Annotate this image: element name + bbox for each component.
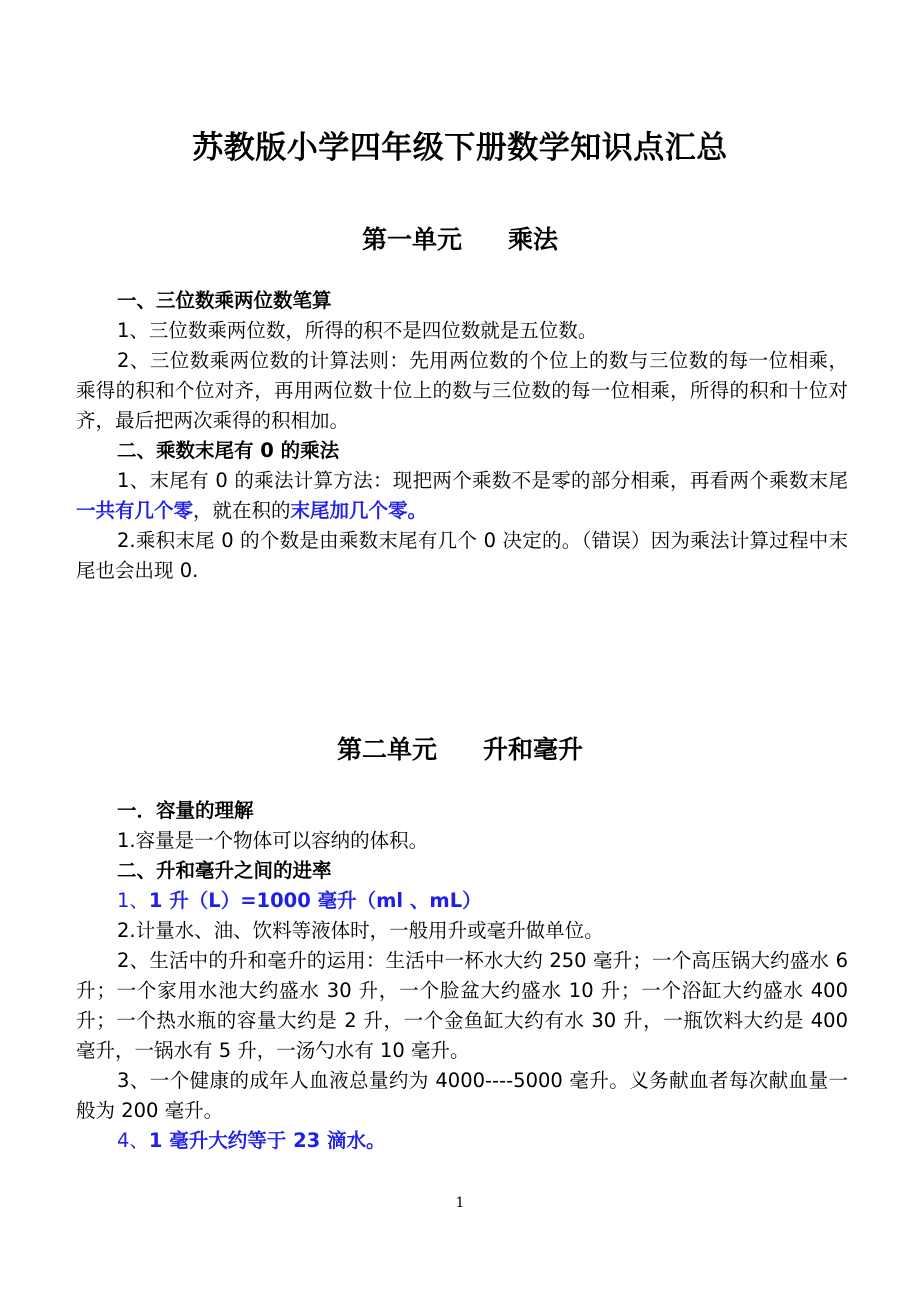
unit2-item3: 2.计量水、油、饮料等液体时，一般用升或毫升做单位。	[117, 919, 604, 942]
unit1-item1: 1、三位数乘两位数，所得的积不是四位数就是五位数。	[117, 319, 598, 342]
unit2-item2-prefix: 1、	[117, 889, 149, 912]
unit2-section1-heading: 一．容量的理解	[117, 799, 254, 822]
unit2-label: 第二单元	[336, 735, 437, 764]
unit2-item4: 2、生活中的升和毫升的运用：生活中一杯水大约 250 毫升；一个高压锅大约盛水 6 升；一个家用水池大约盛水 30 升，一个脸盆大约盛水 10 升；一个浴缸大约盛水 400 升；一个热水瓶的容量大约是 2 升，一个金鱼缸大约有水 30 升，一瓶饮料大约是 400 毫升，一锅水有 5 升，一汤勺水有 10 毫升。	[76, 949, 848, 1062]
unit1-item3	[76, 466, 848, 526]
unit2-name: 升和毫升	[483, 735, 584, 764]
unit1-item2: 2、三位数乘两位数的计算法则：先用两位数的个位上的数与三位数的每一位相乘，乘得的积和个位对齐，再用两位数十位上的数与三位数的每一位相乘，所得的积和十位对齐，最后把两次乘得的积相加。	[76, 349, 848, 432]
unit2-item6-emphasis: 1 毫升大约等于 23 滴水。	[148, 1129, 386, 1152]
unit1-name: 乘法	[508, 225, 559, 254]
unit1-title	[0, 222, 920, 258]
unit1-item3-text-c: 。	[407, 499, 428, 522]
unit2-item6-prefix: 4、	[117, 1129, 149, 1152]
page-number: 1	[455, 1195, 465, 1211]
unit1-item4: 2.乘积末尾 0 的个数是由乘数末尾有几个 0 决定的。（错误）因为乘法计算过程中末尾也会出现 0.	[76, 529, 848, 582]
unit2-item2	[76, 886, 848, 916]
unit1-section1-heading: 一、三位数乘两位数笔算	[117, 289, 332, 312]
unit1-label: 第一单元	[361, 225, 462, 254]
unit2-item6	[76, 1126, 848, 1156]
unit1-section2-heading: 二、乘数末尾有 0 的乘法	[117, 439, 340, 462]
unit1-item3-text-b: ，就在积的	[193, 499, 291, 522]
unit1-content	[76, 286, 848, 586]
unit1-item3-emphasis-a: 一共有几个零	[76, 499, 194, 522]
unit2-item5: 3、一个健康的成年人血液总量约为 4000----5000 毫升。义务献血者每次献血量一般为 200 毫升。	[76, 1069, 848, 1122]
unit2-item2-emphasis: 1 升（L）=1000 毫升（ml 、mL）	[148, 889, 482, 912]
unit2-section2-heading: 二、升和毫升之间的进率	[117, 859, 332, 882]
unit2-item1: 1.容量是一个物体可以容纳的体积。	[117, 829, 429, 852]
unit1-item3-emphasis-b: 末尾加几个零	[290, 499, 408, 522]
document-title: 苏教版小学四年级下册数学知识点汇总	[192, 130, 728, 166]
unit1-item3-text-a: 1、末尾有 0 的乘法计算方法：现把两个乘数不是零的部分相乘，再看两个乘数末尾	[117, 469, 848, 492]
unit2-title	[0, 732, 920, 768]
unit2-content	[76, 796, 848, 1156]
